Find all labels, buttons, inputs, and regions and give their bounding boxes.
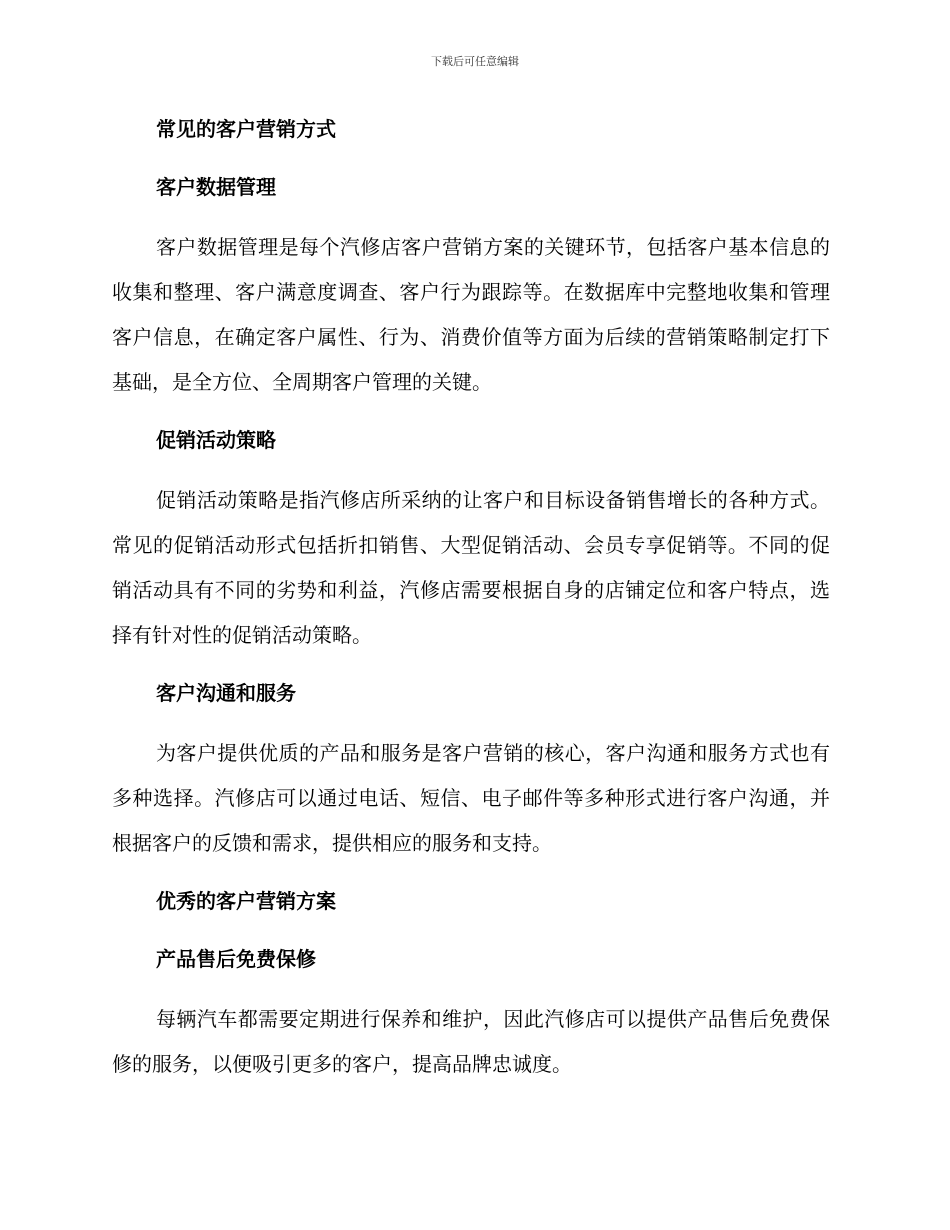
paragraph-free-warranty: 每辆汽车都需要定期进行保养和维护，因此汽修店可以提供产品售后免费保修的服务，以便吸引更多的客户，提高品牌忠诚度。 xyxy=(112,1007,830,1076)
subheading-customer-data: 客户数据管理 xyxy=(156,175,276,199)
header-note: 下载后可任意编辑 xyxy=(431,55,519,68)
paragraph-communication: 为客户提供优质的产品和服务是客户营销的核心，客户沟通和服务方式也有多种选择。汽修店可以通过电话、短信、电子邮件等多种形式进行客户沟通，并根据客户的反馈和需求，提供相应的服务和支持。 xyxy=(112,741,830,855)
section-heading-excellent-plans: 优秀的客户营销方案 xyxy=(156,889,336,913)
paragraph-customer-data: 客户数据管理是每个汽修店客户营销方案的关键环节，包括客户基本信息的收集和整理、客户满意度调查、客户行为跟踪等。在数据库中完整地收集和管理客户信息，在确定客户属性、行为、消费价值等方面为后续的营销策略制定打下基础，是全方位、全周期客户管理的关键。 xyxy=(112,235,830,394)
document-body xyxy=(112,114,830,1087)
subheading-free-warranty: 产品售后免费保修 xyxy=(156,947,316,971)
subheading-promotion: 促销活动策略 xyxy=(156,428,276,452)
paragraph-promotion: 促销活动策略是指汽修店所采纳的让客户和目标设备销售增长的各种方式。常见的促销活动形式包括折扣销售、大型促销活动、会员专享促销等。不同的促销活动具有不同的劣势和利益，汽修店需要根据自身的店铺定位和客户特点，选择有针对性的促销活动策略。 xyxy=(112,488,830,647)
section-heading-common-marketing: 常见的客户营销方式 xyxy=(156,117,336,141)
subheading-communication: 客户沟通和服务 xyxy=(156,681,296,705)
